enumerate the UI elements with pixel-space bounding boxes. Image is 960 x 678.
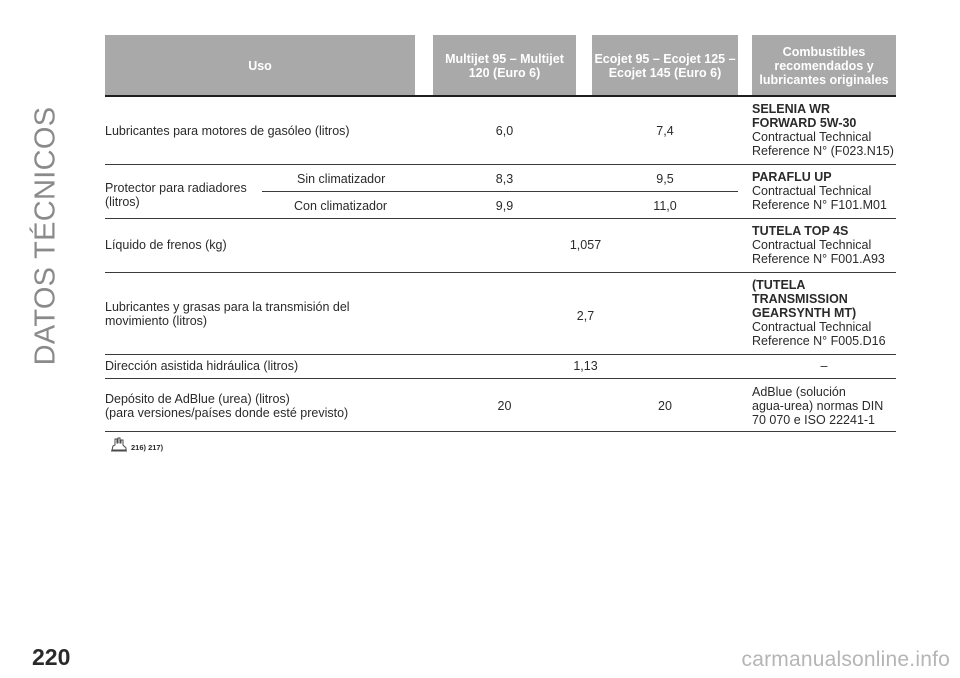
row-uso: Lubricantes para motores de gasóleo (litros) bbox=[105, 124, 350, 138]
product-reference: Reference N° F101.M01 bbox=[752, 198, 887, 212]
product-reference: AdBlue (solución bbox=[752, 385, 846, 399]
row-divider bbox=[105, 164, 896, 165]
row-product bbox=[752, 102, 894, 158]
row-uso bbox=[105, 300, 350, 328]
row-product bbox=[752, 278, 886, 348]
row-product bbox=[752, 224, 885, 266]
header-ecojet bbox=[592, 35, 738, 96]
product-name: PARAFLU UP bbox=[752, 170, 832, 184]
header-ecojet-line: Ecojet 145 (Euro 6) bbox=[608, 65, 722, 80]
header-ecojet-line: Ecojet 95 – Ecojet 125 – bbox=[594, 51, 736, 66]
subrow-ecojet-value: 9,5 bbox=[656, 172, 674, 186]
product-reference: Reference N° F005.D16 bbox=[752, 334, 886, 348]
row-uso-line: (para versiones/países donde esté previsto) bbox=[105, 406, 349, 420]
row-uso-line: (litros) bbox=[105, 195, 140, 209]
product-reference: 70 070 e ISO 22241-1 bbox=[752, 413, 876, 427]
row-divider bbox=[105, 218, 896, 219]
row-uso-line: Depósito de AdBlue (urea) (litros) bbox=[105, 392, 290, 406]
product-name: SELENIA WR bbox=[752, 102, 831, 116]
row-ecojet-value: 20 bbox=[658, 399, 672, 413]
row-uso bbox=[105, 392, 348, 420]
row-product: – bbox=[820, 359, 828, 373]
subrow-multijet-value: 8,3 bbox=[495, 172, 514, 186]
product-reference: Contractual Technical bbox=[752, 320, 872, 334]
row-uso-line: Protector para radiadores bbox=[105, 181, 247, 195]
product-name: TUTELA TOP 4S bbox=[752, 224, 849, 238]
page-number: 220 bbox=[32, 644, 71, 670]
row-uso-line: movimiento (litros) bbox=[105, 314, 208, 328]
row-uso: Líquido de frenos (kg) bbox=[105, 238, 227, 252]
header-combustibles-line: recomendados y bbox=[774, 58, 874, 73]
product-reference: agua-urea) normas DIN bbox=[752, 399, 884, 413]
row-multijet-value: 20 bbox=[497, 399, 512, 413]
row-merged-value: 1,057 bbox=[569, 238, 602, 252]
subrow-label: Sin climatizador bbox=[297, 172, 386, 186]
table-bottom-rule bbox=[105, 431, 896, 432]
product-name: (TUTELA bbox=[752, 278, 806, 292]
watermark: carmanualsonline.info bbox=[741, 648, 950, 671]
product-reference: Reference N° F001.A93 bbox=[752, 252, 885, 266]
product-reference: Reference N° (F023.N15) bbox=[752, 144, 894, 158]
product-reference: Contractual Technical bbox=[752, 238, 872, 252]
subrow-label: Con climatizador bbox=[294, 199, 388, 213]
header-uso-label: Uso bbox=[248, 58, 272, 73]
row-divider bbox=[105, 378, 896, 379]
note-reference bbox=[110, 436, 163, 452]
header-multijet-line: Multijet 95 – Multijet bbox=[445, 51, 564, 66]
section-title: DATOS TÉCNICOS bbox=[29, 106, 62, 366]
header-uso bbox=[105, 35, 415, 96]
row-divider bbox=[105, 354, 896, 355]
product-reference: Contractual Technical bbox=[752, 184, 872, 198]
row-uso bbox=[105, 181, 247, 209]
row-ecojet-value: 7,4 bbox=[656, 124, 674, 138]
header-rule bbox=[105, 95, 896, 97]
subrow-divider bbox=[262, 191, 738, 192]
note-text: 216) 217) bbox=[131, 443, 164, 452]
product-name: FORWARD 5W-30 bbox=[752, 116, 857, 130]
row-merged-value: 1,13 bbox=[573, 359, 598, 373]
warning-hand-icon bbox=[110, 436, 128, 452]
product-name: TRANSMISSION bbox=[752, 292, 848, 306]
row-merged-value: 2,7 bbox=[576, 309, 595, 323]
row-uso-line: Lubricantes y grasas para la transmisión del bbox=[105, 300, 350, 314]
subrow-multijet-value: 9,9 bbox=[495, 199, 514, 213]
product-reference: Contractual Technical bbox=[752, 130, 872, 144]
header-combustibles bbox=[752, 35, 896, 96]
header-multijet-line: 120 (Euro 6) bbox=[468, 65, 541, 80]
row-divider bbox=[105, 272, 896, 273]
row-uso: Dirección asistida hidráulica (litros) bbox=[105, 359, 299, 373]
row-product bbox=[752, 170, 887, 212]
product-name: GEARSYNTH MT) bbox=[752, 306, 857, 320]
header-combustibles-line: Combustibles bbox=[782, 44, 866, 59]
header-combustibles-line: lubricantes originales bbox=[759, 72, 889, 87]
subrow-ecojet-value: 11,0 bbox=[653, 199, 677, 213]
row-product bbox=[752, 385, 883, 427]
header-multijet bbox=[433, 35, 576, 96]
row-multijet-value: 6,0 bbox=[495, 124, 514, 138]
